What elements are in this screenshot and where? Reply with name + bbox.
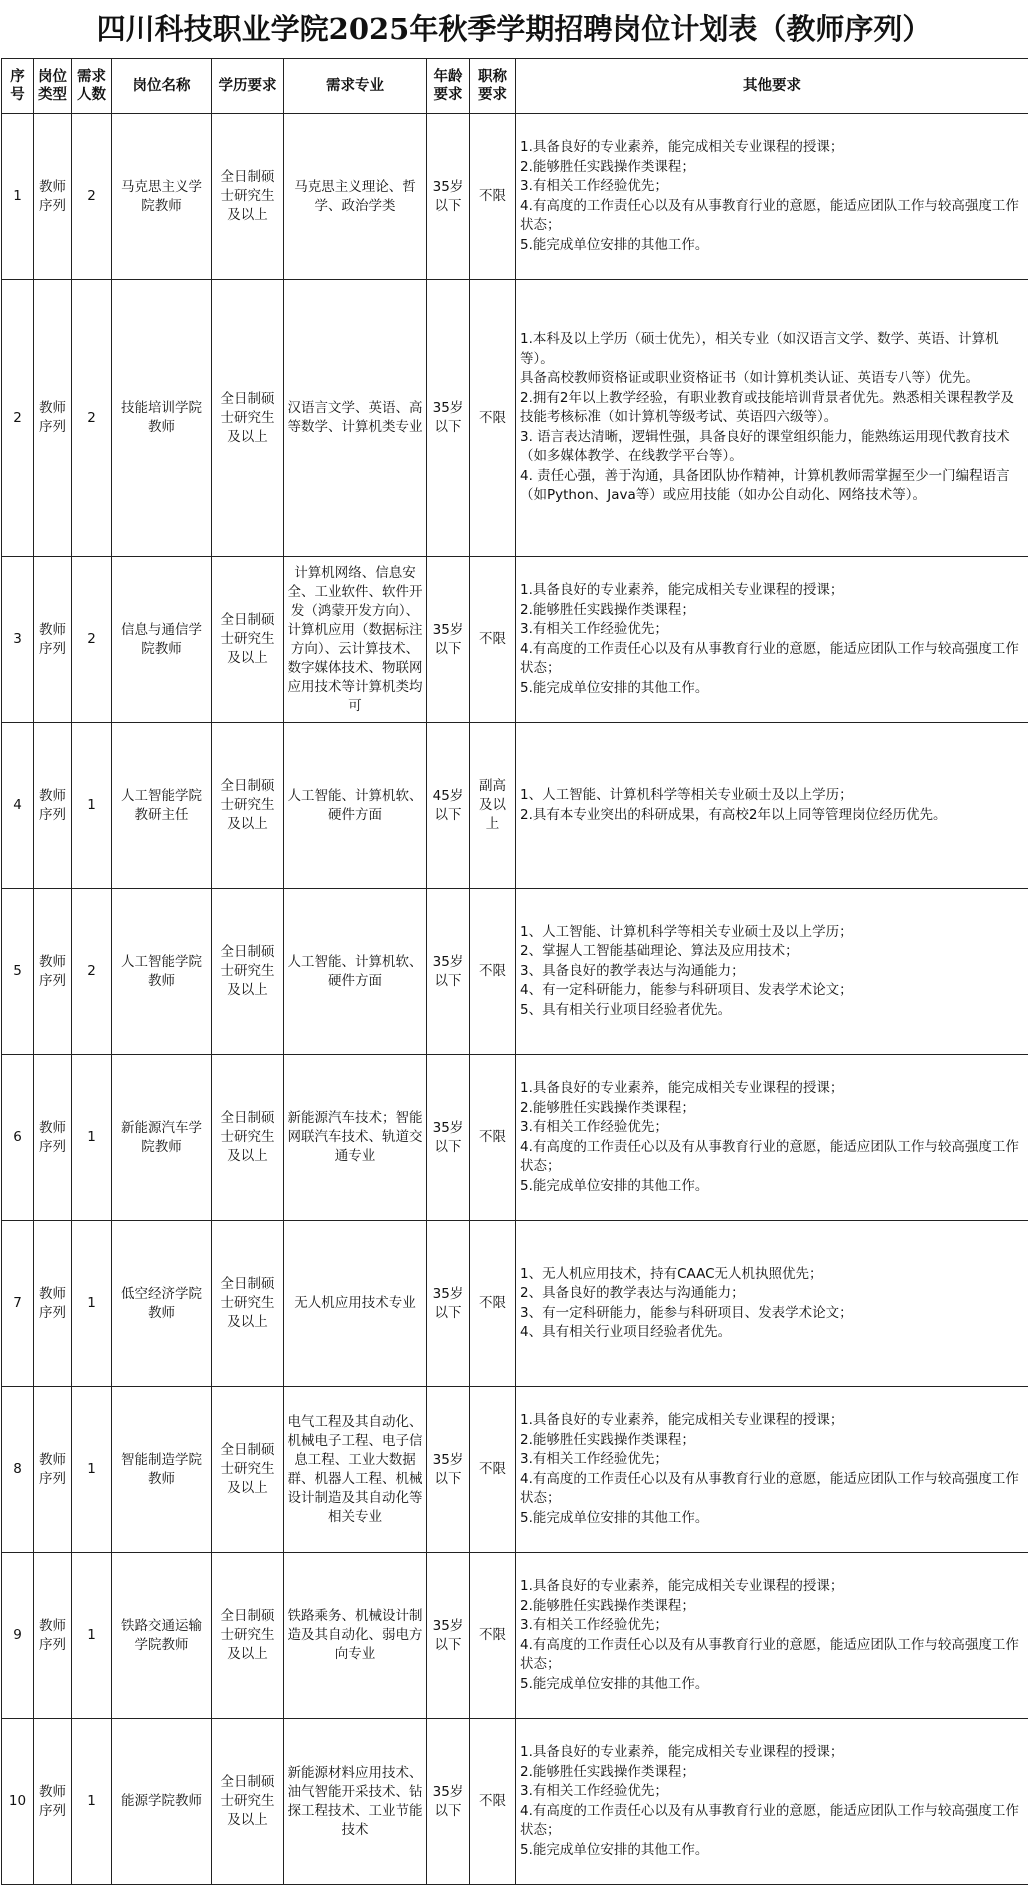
seq-cell-text: 6 [13, 1129, 22, 1145]
requirement-line: 5.能完成单位安排的其他工作。 [520, 236, 709, 253]
seq-cell [2, 889, 34, 1055]
requirement-line: 5.能完成单位安排的其他工作。 [520, 1675, 709, 1692]
seq-cell [2, 1387, 34, 1553]
position-name-cell-text: 人工智能学院教研主任 [121, 787, 202, 823]
headcount-cell-text: 1 [87, 1129, 96, 1145]
header-edu: 学历要求 [212, 59, 284, 114]
education-cell [212, 1055, 284, 1221]
requirement-line: 5、具有相关行业项目经验者优先。 [520, 1001, 732, 1018]
title-requirement-cell-text: 不限 [479, 631, 506, 647]
major-cell-text: 电气工程及其自动化、机械电子工程、电子信息工程、工业大数据群、机器人工程、机械设计制造及其自动化等相关专业 [287, 1413, 423, 1525]
seq-cell-text: 3 [13, 631, 22, 647]
table-row [2, 889, 1028, 1055]
title-requirement-cell-text: 副高及以上 [479, 778, 506, 832]
position-type-cell [34, 1055, 72, 1221]
table-row [2, 280, 1028, 557]
headcount-cell [72, 557, 112, 723]
education-cell-text: 全日制硕士研究生及以上 [220, 1442, 275, 1496]
age-cell [427, 557, 470, 723]
header-count: 需求人数 [72, 59, 112, 114]
requirement-line: 2.能够胜任实践操作类课程； [520, 1431, 695, 1448]
other-requirements-cell [516, 1553, 1028, 1719]
position-type-cell-text: 教师序列 [39, 787, 66, 823]
age-cell [427, 1055, 470, 1221]
seq-cell [2, 723, 34, 889]
title-requirement-cell-text: 不限 [479, 409, 506, 426]
age-cell [427, 889, 470, 1055]
requirement-line: 2.具有本专业突出的科研成果，有高校2年以上同等管理岗位经历优先。 [520, 806, 947, 823]
requirement-line: 4.有高度的工作责任心以及有从事教育行业的意愿，能适应团队工作与较高强度工作状态； [520, 1636, 1019, 1672]
requirement-line: 2.拥有2年以上教学经验，有职业教育或技能培训背景者优先。熟悉相关课程教学及技能考核标准（如计算机等级考试、英语四六级等）。 [520, 389, 1014, 426]
major-cell-text: 无人机应用技术专业 [294, 1295, 416, 1311]
other-requirements-cell [516, 1387, 1028, 1553]
requirement-line: 1.具备良好的专业素养，能完成相关专业课程的授课； [520, 1412, 844, 1428]
title-requirement-cell [470, 557, 516, 723]
table-row [2, 1719, 1028, 1885]
header-seq: 序号 [2, 59, 34, 114]
position-name-cell-text: 人工智能学院教师 [121, 953, 202, 989]
title-requirement-cell [470, 889, 516, 1055]
header-other: 其他要求 [516, 59, 1028, 114]
position-name-cell-text: 信息与通信学院教师 [121, 621, 202, 657]
requirement-line: 2.能够胜任实践操作类课程； [520, 1597, 695, 1614]
other-requirements-cell [516, 114, 1028, 280]
requirement-line: 3.有相关工作经验优先； [520, 178, 668, 194]
title-requirement-cell-text: 不限 [479, 1627, 506, 1643]
requirement-line: 3. 语言表达清晰，逻辑性强，具备良好的课堂组织能力，能熟练运用现代教育技术（如多媒体教学、在线教学平台等）。 [520, 428, 1010, 465]
position-type-cell-text: 教师序列 [39, 1783, 66, 1819]
other-requirements-cell [516, 1221, 1028, 1387]
title-requirement-cell-text: 不限 [479, 1461, 506, 1477]
requirement-line: 1.具备良好的专业素养，能完成相关专业课程的授课； [520, 139, 844, 155]
headcount-cell-text: 1 [87, 1461, 96, 1477]
requirement-line: 2、掌握人工智能基础理论、算法及应用技术； [520, 943, 799, 960]
position-name-cell-text: 智能制造学院教师 [121, 1451, 202, 1487]
age-cell-text: 35岁以下 [432, 953, 464, 989]
position-name-cell [112, 1055, 212, 1221]
seq-cell [2, 1553, 34, 1719]
requirement-line: 5.能完成单位安排的其他工作。 [520, 1177, 709, 1194]
other-requirements-cell [516, 280, 1028, 557]
table-header-row [2, 59, 1028, 114]
position-type-cell [34, 280, 72, 557]
education-cell-text: 全日制硕士研究生及以上 [220, 944, 275, 998]
education-cell-text: 全日制硕士研究生及以上 [220, 1774, 275, 1828]
education-cell-text: 全日制硕士研究生及以上 [220, 612, 275, 666]
headcount-cell-text: 1 [87, 1295, 96, 1311]
position-name-cell [112, 889, 212, 1055]
education-cell-text: 全日制硕士研究生及以上 [220, 169, 275, 223]
position-name-cell-text: 能源学院教师 [121, 1793, 202, 1809]
education-cell [212, 1387, 284, 1553]
other-requirements-cell [516, 1719, 1028, 1885]
major-cell-text: 新能源汽车技术；智能网联汽车技术、轨道交通专业 [287, 1110, 423, 1164]
education-cell [212, 889, 284, 1055]
requirement-line: 4. 责任心强，善于沟通，具备团队协作精神，计算机教师需掌握至少一门编程语言（如Python、Java等）或应用技能（如办公自动化、网络技术等）。 [520, 467, 1010, 504]
seq-cell [2, 114, 34, 280]
seq-cell-text: 2 [13, 409, 22, 426]
title-requirement-cell-text: 不限 [479, 963, 506, 979]
seq-cell [2, 1719, 34, 1885]
major-cell [284, 1387, 427, 1553]
position-name-cell [112, 557, 212, 723]
major-cell-text: 人工智能、计算机软、硬件方面 [287, 787, 423, 823]
position-type-cell [34, 889, 72, 1055]
other-requirements-cell [516, 557, 1028, 723]
age-cell [427, 1553, 470, 1719]
requirement-line: 3、有一定科研能力，能参与科研项目、发表学术论文； [520, 1304, 853, 1321]
requirement-line: 2、具备良好的教学表达与沟通能力； [520, 1285, 745, 1301]
age-cell-text: 35岁以下 [432, 1451, 464, 1487]
position-type-cell-text: 教师序列 [39, 400, 66, 435]
headcount-cell-text: 1 [87, 797, 96, 813]
table-row [2, 1553, 1028, 1719]
other-requirements-cell [516, 889, 1028, 1055]
education-cell [212, 114, 284, 280]
education-cell-text: 全日制硕士研究生及以上 [220, 390, 275, 445]
title-requirement-cell-text: 不限 [479, 1129, 506, 1145]
page-title: 四川科技职业学院2025年秋季学期招聘岗位计划表（教师序列） [96, 12, 932, 46]
age-cell-text: 35岁以下 [432, 1617, 464, 1653]
headcount-cell-text: 2 [87, 631, 96, 647]
requirement-line: 4.有高度的工作责任心以及有从事教育行业的意愿，能适应团队工作与较高强度工作状态； [520, 1470, 1019, 1506]
age-cell [427, 1387, 470, 1553]
table-body [2, 114, 1028, 1885]
requirement-line: 3、具备良好的教学表达与沟通能力； [520, 962, 745, 979]
requirement-line: 3.有相关工作经验优先； [520, 621, 668, 637]
headcount-cell-text: 2 [87, 188, 96, 204]
header-type: 岗位类型 [34, 59, 72, 114]
seq-cell-text: 10 [8, 1793, 27, 1809]
position-type-cell-text: 教师序列 [39, 178, 66, 214]
age-cell [427, 1719, 470, 1885]
education-cell-text: 全日制硕士研究生及以上 [220, 778, 275, 832]
title-requirement-cell [470, 723, 516, 889]
education-cell [212, 723, 284, 889]
major-cell [284, 114, 427, 280]
seq-cell [2, 1055, 34, 1221]
headcount-cell [72, 114, 112, 280]
requirement-line: 4、具有相关行业项目经验者优先。 [520, 1324, 732, 1340]
education-cell-text: 全日制硕士研究生及以上 [220, 1276, 275, 1330]
requirement-line: 2.能够胜任实践操作类课程； [520, 601, 695, 618]
major-cell-text: 马克思主义理论、哲学、政治学类 [294, 178, 416, 214]
seq-cell-text: 5 [13, 963, 22, 979]
major-cell-text: 计算机网络、信息安全、工业软件、软件开发（鸿蒙开发方向）、计算机应用（数据标注方向）、云计算技术、数字媒体技术、物联网应用技术等计算机类均可 [287, 564, 423, 714]
position-type-cell-text: 教师序列 [39, 1285, 66, 1321]
position-name-cell-text: 马克思主义学院教师 [121, 178, 202, 214]
position-name-cell [112, 280, 212, 557]
position-type-cell [34, 1387, 72, 1553]
requirement-line: 2.能够胜任实践操作类课程； [520, 158, 695, 175]
headcount-cell [72, 723, 112, 889]
recruitment-plan-table [1, 58, 1028, 1885]
position-type-cell [34, 1221, 72, 1387]
position-name-cell [112, 1719, 212, 1885]
position-type-cell [34, 1719, 72, 1885]
seq-cell [2, 280, 34, 557]
major-cell [284, 1055, 427, 1221]
headcount-cell [72, 1387, 112, 1553]
position-name-cell [112, 723, 212, 889]
requirement-line: 4、有一定科研能力，能参与科研项目、发表学术论文； [520, 982, 853, 999]
table-row [2, 557, 1028, 723]
education-cell-text: 全日制硕士研究生及以上 [220, 1608, 275, 1662]
education-cell [212, 280, 284, 557]
requirement-line: 1、人工智能、计算机科学等相关专业硕士及以上学历； [520, 923, 853, 940]
title-requirement-cell [470, 114, 516, 280]
requirement-line: 4.有高度的工作责任心以及有从事教育行业的意愿，能适应团队工作与较高强度工作状态； [520, 197, 1019, 233]
requirement-line: 1、无人机应用技术，持有CAAC无人机执照优先； [520, 1265, 823, 1282]
age-cell-text: 35岁以下 [432, 178, 464, 214]
position-name-cell [112, 114, 212, 280]
title-requirement-cell-text: 不限 [479, 188, 506, 204]
title-requirement-cell [470, 280, 516, 557]
major-cell-text: 新能源材料应用技术、油气智能开采技术、钻探工程技术、工业节能技术 [287, 1764, 423, 1838]
table-row [2, 1055, 1028, 1221]
requirement-line: 2.能够胜任实践操作类课程； [520, 1763, 695, 1780]
age-cell [427, 280, 470, 557]
age-cell-text: 35岁以下 [432, 621, 464, 657]
headcount-cell [72, 1055, 112, 1221]
headcount-cell [72, 1719, 112, 1885]
other-requirements-cell [516, 1055, 1028, 1221]
requirement-line: 1.具备良好的专业素养，能完成相关专业课程的授课； [520, 582, 844, 598]
requirement-line: 4.有高度的工作责任心以及有从事教育行业的意愿，能适应团队工作与较高强度工作状态； [520, 1802, 1019, 1838]
requirement-line: 1.具备良好的专业素养，能完成相关专业课程的授课； [520, 1744, 844, 1760]
major-cell [284, 723, 427, 889]
header-major: 需求专业 [284, 59, 427, 114]
position-name-cell [112, 1221, 212, 1387]
requirement-line: 5.能完成单位安排的其他工作。 [520, 1509, 709, 1526]
requirement-line: 4.有高度的工作责任心以及有从事教育行业的意愿，能适应团队工作与较高强度工作状态； [520, 640, 1019, 676]
headcount-cell-text: 1 [87, 1793, 96, 1809]
major-cell [284, 1221, 427, 1387]
position-type-cell [34, 114, 72, 280]
major-cell-text: 人工智能、计算机软、硬件方面 [287, 953, 423, 989]
position-type-cell-text: 教师序列 [39, 1617, 66, 1653]
title-requirement-cell [470, 1387, 516, 1553]
position-name-cell-text: 新能源汽车学院教师 [121, 1119, 202, 1155]
requirement-line: 2.能够胜任实践操作类课程； [520, 1099, 695, 1116]
position-type-cell-text: 教师序列 [39, 1119, 66, 1155]
age-cell [427, 114, 470, 280]
requirement-line: 3.有相关工作经验优先； [520, 1451, 668, 1467]
title-requirement-cell-text: 不限 [479, 1793, 506, 1809]
position-name-cell-text: 技能培训学院教师 [121, 400, 202, 435]
major-cell [284, 889, 427, 1055]
header-title-req: 职称要求 [470, 59, 516, 114]
requirement-line: 4.有高度的工作责任心以及有从事教育行业的意愿，能适应团队工作与较高强度工作状态； [520, 1138, 1019, 1174]
title-requirement-cell [470, 1221, 516, 1387]
table-row [2, 114, 1028, 280]
requirement-line: 3.有相关工作经验优先； [520, 1783, 668, 1799]
other-requirements-cell [516, 723, 1028, 889]
title-requirement-cell [470, 1553, 516, 1719]
position-type-cell-text: 教师序列 [39, 1451, 66, 1487]
position-name-cell-text: 铁路交通运输学院教师 [121, 1617, 202, 1653]
title-requirement-cell [470, 1055, 516, 1221]
headcount-cell [72, 1553, 112, 1719]
requirement-line: 具备高校教师资格证或职业资格证书（如计算机类认证、英语专八等）优先。 [520, 370, 979, 387]
header-age: 年龄要求 [427, 59, 470, 114]
requirement-line: 3.有相关工作经验优先； [520, 1617, 668, 1633]
age-cell-text: 35岁以下 [432, 1783, 464, 1819]
age-cell-text: 35岁以下 [432, 1285, 464, 1321]
position-type-cell-text: 教师序列 [39, 953, 66, 989]
age-cell [427, 1221, 470, 1387]
headcount-cell-text: 2 [87, 409, 96, 426]
major-cell [284, 1719, 427, 1885]
education-cell [212, 557, 284, 723]
title-requirement-cell [470, 1719, 516, 1885]
position-name-cell [112, 1387, 212, 1553]
table-row [2, 1387, 1028, 1553]
major-cell-text: 铁路乘务、机械设计制造及其自动化、弱电方向专业 [287, 1608, 423, 1662]
requirement-line: 3.有相关工作经验优先； [520, 1119, 668, 1135]
position-type-cell [34, 557, 72, 723]
headcount-cell [72, 280, 112, 557]
table-row [2, 1221, 1028, 1387]
seq-cell-text: 4 [13, 797, 22, 813]
headcount-cell-text: 1 [87, 1627, 96, 1643]
title-requirement-cell-text: 不限 [479, 1295, 506, 1311]
seq-cell-text: 7 [13, 1295, 22, 1311]
position-name-cell [112, 1553, 212, 1719]
seq-cell-text: 9 [13, 1627, 22, 1643]
position-type-cell-text: 教师序列 [39, 621, 66, 657]
age-cell-text: 35岁以下 [432, 1119, 464, 1155]
headcount-cell-text: 2 [87, 963, 96, 979]
education-cell [212, 1221, 284, 1387]
seq-cell-text: 8 [13, 1461, 22, 1477]
header-name: 岗位名称 [112, 59, 212, 114]
education-cell [212, 1553, 284, 1719]
table-row [2, 723, 1028, 889]
requirement-line: 1、人工智能、计算机科学等相关专业硕士及以上学历； [520, 787, 853, 803]
requirement-line: 1.具备良好的专业素养，能完成相关专业课程的授课； [520, 1578, 844, 1594]
requirement-line: 5.能完成单位安排的其他工作。 [520, 1841, 709, 1858]
age-cell-text: 35岁以下 [432, 400, 464, 435]
position-type-cell [34, 1553, 72, 1719]
age-cell [427, 723, 470, 889]
requirement-line: 1.具备良好的专业素养，能完成相关专业课程的授课； [520, 1080, 844, 1096]
seq-cell-text: 1 [13, 188, 22, 204]
major-cell-text: 汉语言文学、英语、高等数学、计算机类专业 [287, 400, 423, 435]
position-type-cell [34, 723, 72, 889]
requirement-line: 5.能完成单位安排的其他工作。 [520, 679, 709, 696]
headcount-cell [72, 889, 112, 1055]
major-cell [284, 1553, 427, 1719]
headcount-cell [72, 1221, 112, 1387]
seq-cell [2, 1221, 34, 1387]
major-cell [284, 280, 427, 557]
major-cell [284, 557, 427, 723]
requirement-line: 1.本科及以上学历（硕士优先），相关专业（如汉语言文学、数学、英语、计算机等）。 [520, 331, 999, 367]
seq-cell [2, 557, 34, 723]
position-name-cell-text: 低空经济学院教师 [121, 1285, 202, 1321]
age-cell-text: 45岁以下 [432, 787, 464, 823]
education-cell-text: 全日制硕士研究生及以上 [220, 1110, 275, 1164]
education-cell [212, 1719, 284, 1885]
